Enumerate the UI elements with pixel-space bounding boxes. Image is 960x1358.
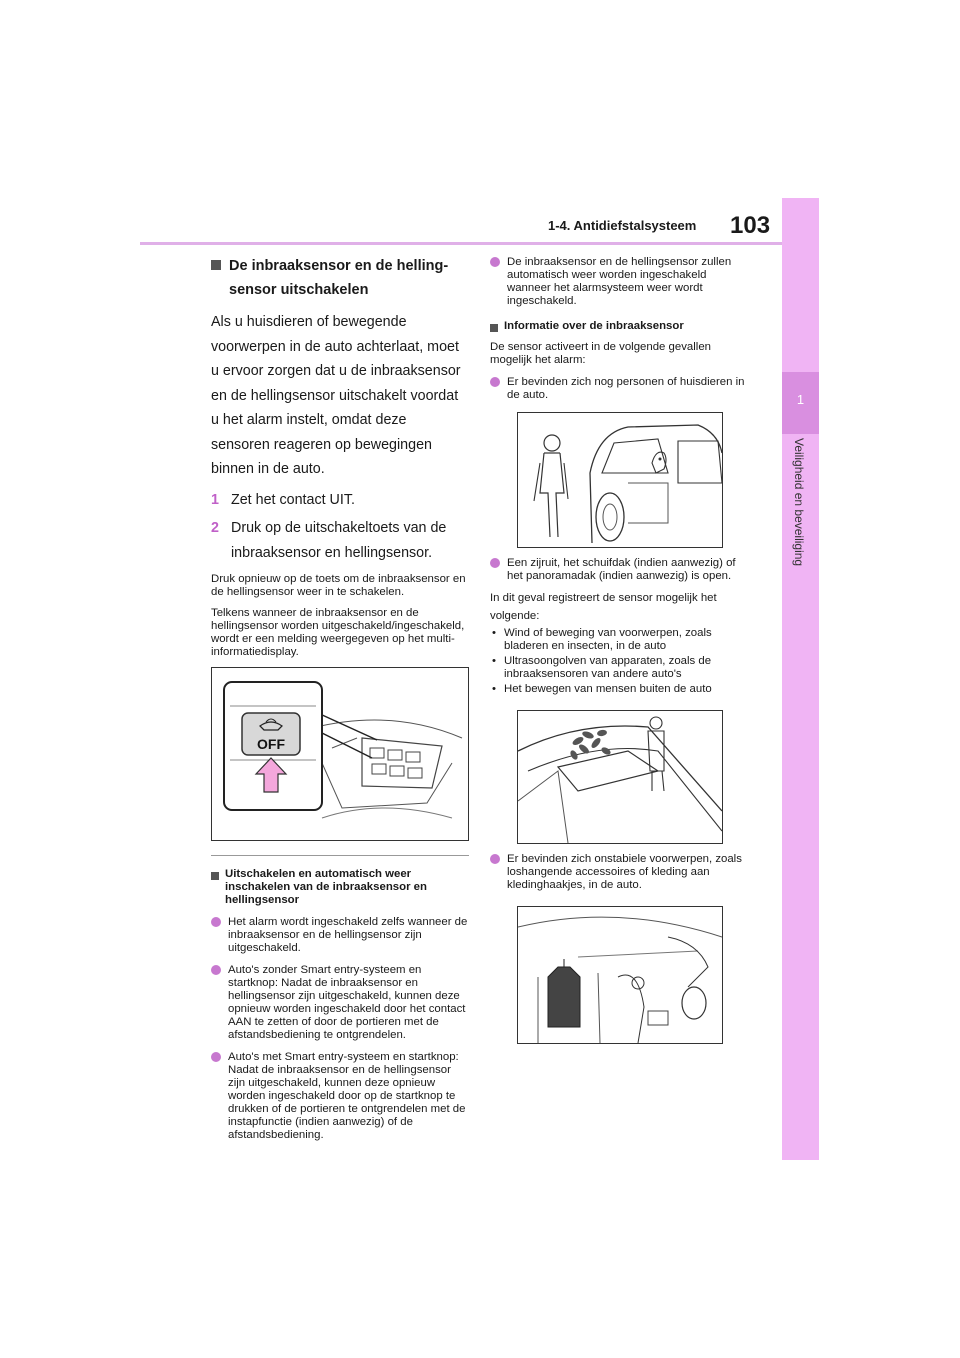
note-reenable: Druk opnieuw op de toets om de inbraaksensor en de hellingsensor weer in te schakelen.: [211, 573, 466, 598]
figure-open-roof: [517, 710, 723, 844]
bullet-item: Er bevinden zich onstabiele voorwerpen, zoals loshangende accessoires of kleding aan kledinghaakjes, in de auto.: [490, 853, 752, 892]
heading-square-icon: [211, 260, 221, 270]
note-display-message: Telkens wanneer de inbraaksensor en de hellingsensor worden uitgeschakeld/ingeschakeld, wordt er een melding weergegeven op het multi-informatiedisplay.: [211, 607, 465, 658]
subheading-auto-reenable: Uitschakelen en automatisch weer inschakelen van de inbraaksensor en hellingsensor: [211, 868, 469, 907]
bullet-item: Het alarm wordt ingeschakeld zelfs wanneer de inbraaksensor en de hellingsensor zijn uitgeschakeld.: [211, 916, 469, 955]
bullet-dot-icon: [490, 377, 500, 387]
figure-person-and-pet: [517, 412, 723, 548]
chapter-number: 1: [796, 392, 805, 407]
bullet-dot-icon: [211, 965, 221, 975]
bullet-item: Auto's met Smart entry-systeem en startknop: Nadat de inbraaksensor en de hellingsensor zijn uitgeschakeld, kunnen deze opnieuw worden ingeschakeld door op de startknop te drukken of de portieren te ontgrendelen met de instapfunctie (indien aanwezig) of de afstandsbediening.: [211, 1051, 469, 1142]
chapter-side-tab: [782, 198, 819, 1160]
jacket-icon: [548, 967, 580, 1027]
overhead-console-illustration: [212, 668, 468, 840]
section-title: 1-4. Antidiefstalsysteem: [548, 218, 697, 233]
off-button-label: OFF: [257, 736, 285, 752]
bullet-item: De inbraaksensor en de hellingsensor zullen automatisch weer worden ingeschakeld wanneer het alarmsysteem weer wordt ingeschakeld.: [490, 256, 752, 308]
header-divider: [140, 242, 782, 245]
step-2: 2 Druk op de uitschakeltoets van de inbraaksensor en hellingsensor.: [211, 520, 447, 561]
subheading-intrusion-info: Informatie over de inbraaksensor: [490, 320, 752, 333]
open-roof-illustration: [518, 711, 722, 843]
section-divider: [211, 855, 469, 856]
bullet-dot-icon: [211, 1052, 221, 1062]
left-column: [211, 252, 469, 1142]
page-number: 103: [730, 212, 771, 239]
hanging-clothes-illustration: [518, 907, 722, 1043]
list-item: • Wind of beweging van voorwerpen, zoals bladeren en insecten, in de auto: [492, 627, 712, 652]
intrusion-intro: De sensor activeert in de volgende gevallen mogelijk het alarm:: [490, 341, 711, 366]
bullet-dot-icon: [490, 854, 500, 864]
section-heading: De inbraaksensor en de helling- sensor uitschakelen: [211, 254, 469, 302]
step-1: 1 Zet het contact UIT.: [211, 491, 355, 508]
registers-paragraph: In dit geval registreert de sensor mogelijk het volgende:: [490, 592, 717, 622]
bullet-item: Een zijruit, het schuifdak (indien aanwezig) of het panoramadak (indien aanwezig) is open.: [490, 557, 752, 583]
person-car-pet-illustration: [518, 413, 722, 547]
bullet-dot-icon: [490, 257, 500, 267]
list-item: • Het bewegen van mensen buiten de auto: [492, 683, 712, 695]
subheading-square-icon: [490, 324, 498, 332]
bullet-dot-icon: [490, 558, 500, 568]
right-column: [490, 252, 752, 1044]
dog-icon: [652, 452, 666, 473]
bullet-dot-icon: [211, 917, 221, 927]
intro-paragraph: Als u huisdieren of bewegende voorwerpen in de auto achterlaat, moet u ervoor zorgen dat u de inbraaksensor en de hellingsensor uitschakelt voordat u het alarm instelt, omdat deze sensoren reageren op bewegingen binnen in de auto.: [211, 314, 461, 477]
figure-hanging-clothes: [517, 906, 723, 1044]
bullet-item: Auto's zonder Smart entry-systeem en startknop: Nadat de inbraaksensor en hellingsensor zijn uitgeschakeld, kunnen deze opnieuw worden ingeschakeld door het contact AAN te zetten of door de portieren met de afstandsbediening te ontgrendelen.: [211, 964, 469, 1042]
chapter-title: Veiligheid en beveiliging: [792, 438, 806, 567]
list-item: • Ultrasoongolven van apparaten, zoals de inbraaksensoren van andere auto's: [492, 655, 712, 680]
figure-off-button: [211, 667, 469, 841]
subheading-square-icon: [211, 872, 219, 880]
bullet-item: Er bevinden zich nog personen of huisdieren in de auto.: [490, 376, 752, 402]
